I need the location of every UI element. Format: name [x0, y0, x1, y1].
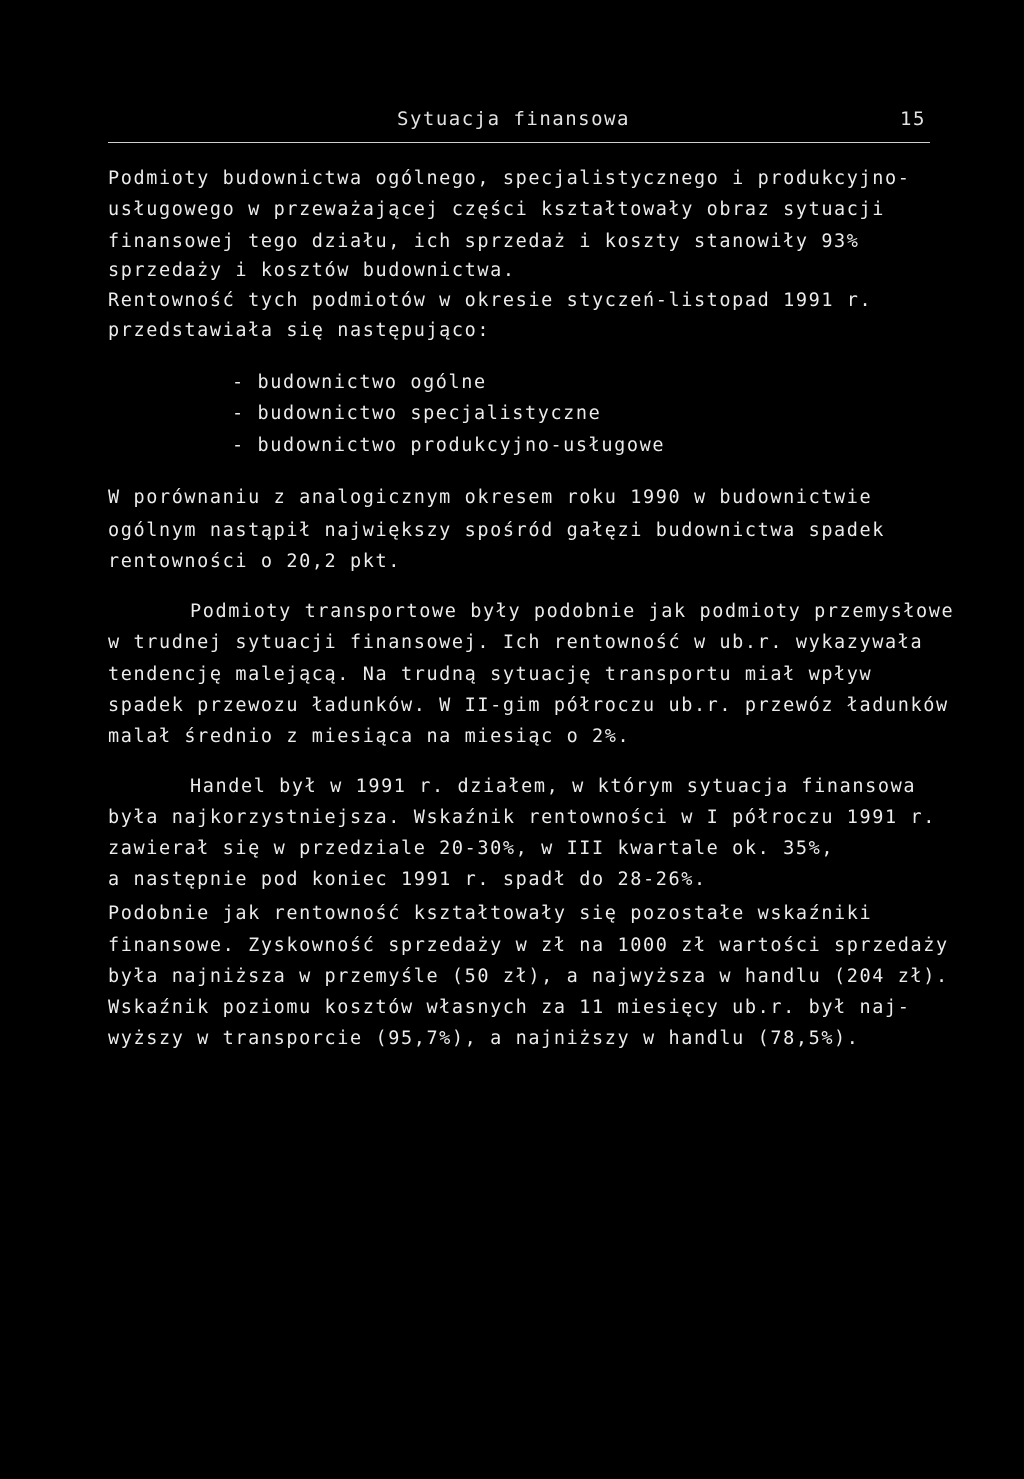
running-header-title: Sytuacja finansowa	[397, 108, 630, 130]
paragraph-line: a następnie pod koniec 1991 r. spadł do 28-26%.	[108, 869, 707, 890]
paragraph-line: w trudnej sytuacji finansowej. Ich rentowność w ub.r. wykazywała	[108, 632, 924, 653]
paragraph-line: Podmioty budownictwa ogólnego, specjalistycznego i produkcyjno-	[108, 168, 911, 189]
paragraph-line: Wskaźnik poziomu kosztów własnych za 11 miesięcy ub.r. był naj-	[108, 997, 911, 1018]
paragraph-line: Handel był w 1991 r. działem, w którym sytuacja finansowa	[190, 776, 917, 797]
paragraph-line: usługowego w przeważającej części kształtowały obraz sytuacji	[108, 199, 886, 220]
list-item: - budownictwo ogólne	[232, 372, 487, 393]
paragraph-line: zawierał się w przedziale 20-30%, w III kwartale ok. 35%,	[108, 838, 835, 859]
list-item: - budownictwo specjalistyczne	[232, 403, 602, 424]
paragraph-line: rentowności o 20,2 pkt.	[108, 551, 401, 572]
paragraph-line: była najniższa w przemyśle (50 zł), a najwyższa w handlu (204 zł).	[108, 966, 949, 987]
paragraph-line: Podmioty transportowe były podobnie jak podmioty przemysłowe	[190, 601, 955, 622]
paragraph-line: sprzedaży i kosztów budownictwa.	[108, 260, 516, 281]
paragraph-line: była najkorzystniejsza. Wskaźnik rentowności w I półroczu 1991 r.	[108, 807, 936, 828]
paragraph-line: W porównaniu z analogicznym okresem roku 1990 w budownictwie	[108, 487, 873, 508]
paragraph-line: malał średnio z miesiąca na miesiąc o 2%.	[108, 726, 631, 747]
paragraph-line: wyższy w transporcie (95,7%), a najniższy w handlu (78,5%).	[108, 1028, 860, 1049]
paragraph-line: spadek przewozu ładunków. W II-gim półroczu ub.r. przewóz ładunków	[108, 695, 949, 716]
paragraph-line: Rentowność tych podmiotów w okresie styczeń-listopad 1991 r.	[108, 290, 873, 311]
paragraph-line: finansowe. Zyskowność sprzedaży w zł na 1000 zł wartości sprzedaży	[108, 935, 949, 956]
paragraph-line: finansowej tego działu, ich sprzedaż i koszty stanowiły 93%	[108, 231, 860, 252]
page-number: 15	[900, 108, 926, 130]
paragraph-line: ogólnym nastąpił największy spośród gałęzi budownictwa spadek	[108, 520, 886, 541]
paragraph-line: tendencję malejącą. Na trudną sytuację transportu miał wpływ	[108, 664, 873, 685]
list-item: - budownictwo produkcyjno-usługowe	[232, 435, 666, 456]
paragraph-line: przedstawiała się następująco:	[108, 320, 491, 341]
paragraph-line: Podobnie jak rentowność kształtowały się pozostałe wskaźniki	[108, 903, 873, 924]
header-rule	[108, 142, 930, 143]
